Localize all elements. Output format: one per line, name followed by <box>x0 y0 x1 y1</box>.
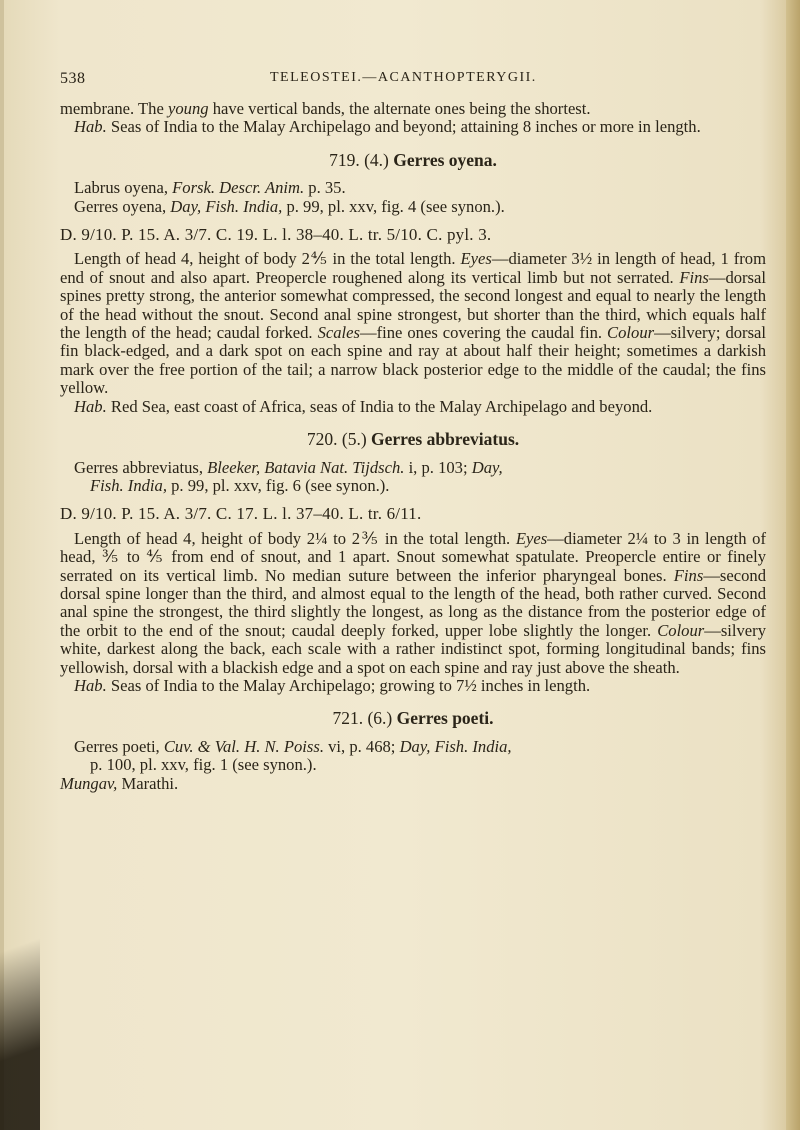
fin-ray-counts: D. 9/10. P. 15. A. 3/7. C. 17. L. l. 37–40. L. tr. 6/11. <box>60 504 422 524</box>
gutter-shadow <box>0 870 40 1130</box>
page-edge <box>786 0 800 1130</box>
fin-ray-counts: D. 9/10. P. 15. A. 3/7. C. 19. L. l. 38–40. L. tr. 5/10. C. pyl. 3. <box>60 225 492 245</box>
page-header <box>60 70 766 90</box>
synonym-line: Fish. India, p. 99, pl. xxv, fig. 6 (see synon.). <box>90 475 390 495</box>
synonym-line: Gerres abbreviatus, Bleeker, Batavia Nat. Tijdsch. i, p. 103; Day, <box>74 457 503 477</box>
species-heading: 721. (6.) Gerres poeti. <box>332 708 494 729</box>
synonym-line: Labrus oyena, Forsk. Descr. Anim. p. 35. <box>74 178 346 198</box>
vernacular-name: Mungav, Marathi. <box>60 773 179 793</box>
species-description: Length of head 4, height of body 2⅘ in the total length. Eyes—diameter 3½ in length of head, 1 from end of snout and also apart. Preopercle roughened along its vertical limb but not serrated. Fins—dorsal spines pretty strong, the anterior somewhat compressed, the second longest and equal to nearly the length of the head without the snout. Second anal spine strongest, but shorter than the third, which equals half the length of the head; caudal forked. Scales—fine ones covering the caudal fin. Colour—silvery; dorsal fin black-edged, and a dark spot on each spine and ray at about half their height; sometimes a darkish mark over the free portion of the tail; a narrow black posterior edge to the middle of the caudal; the fins yellow. <box>60 249 767 398</box>
synonym-line: p. 100, pl. xxv, fig. 1 (see synon.). <box>90 755 317 775</box>
species-heading: 720. (5.) Gerres abbreviatus. <box>306 429 520 450</box>
intro-habitat: Hab. Seas of India to the Malay Archipelago and beyond; attaining 8 inches or more in length. <box>74 117 701 137</box>
intro-paragraph: membrane. The young have vertical bands, the alternate ones being the shortest. <box>60 99 591 118</box>
species-habitat: Hab. Seas of India to the Malay Archipelago; growing to 7½ inches in length. <box>74 675 591 695</box>
synonym-line: Gerres oyena, Day, Fish. India, p. 99, pl. xxv, fig. 4 (see synon.). <box>74 196 505 216</box>
species-heading: 719. (4.) Gerres oyena. <box>329 149 497 170</box>
page-number: 538 <box>60 70 86 87</box>
page-body <box>60 100 766 793</box>
species-description: Length of head 4, height of body 2¼ to 2⅗ in the total length. Eyes—diameter 2¼ to 3 in length of head, ⅗ to ⅘ from end of snout, and 1 apart. Snout somewhat spatulate. Preopercle entire or finely serrated on its vertical limb. No median suture between the inferior pharyngeal bones. Fins—second dorsal spine longer than the third, and almost equal to the length of the head, both rather curved. Second anal spine the strongest, the third slightly the longest, as long as the distance from the posterior edge of the orbit to the end of the snout; caudal deeply forked, upper lobe slightly the longer. Colour—silvery white, darkest along the back, each scale with a rather indistinct spot, forming longitudinal bands; fins yellowish, dorsal with a blackish edge and a spot on each spine and ray just above the sheath. <box>60 528 766 677</box>
species-habitat: Hab. Red Sea, east coast of Africa, seas of India to the Malay Archipelago and beyond. <box>74 396 653 416</box>
synonym-line: Gerres poeti, Cuv. & Val. H. N. Poiss. vi, p. 468; Day, Fish. India, <box>74 736 512 756</box>
running-title: TELEOSTEI.—ACANTHOPTERYGII. <box>270 70 537 85</box>
